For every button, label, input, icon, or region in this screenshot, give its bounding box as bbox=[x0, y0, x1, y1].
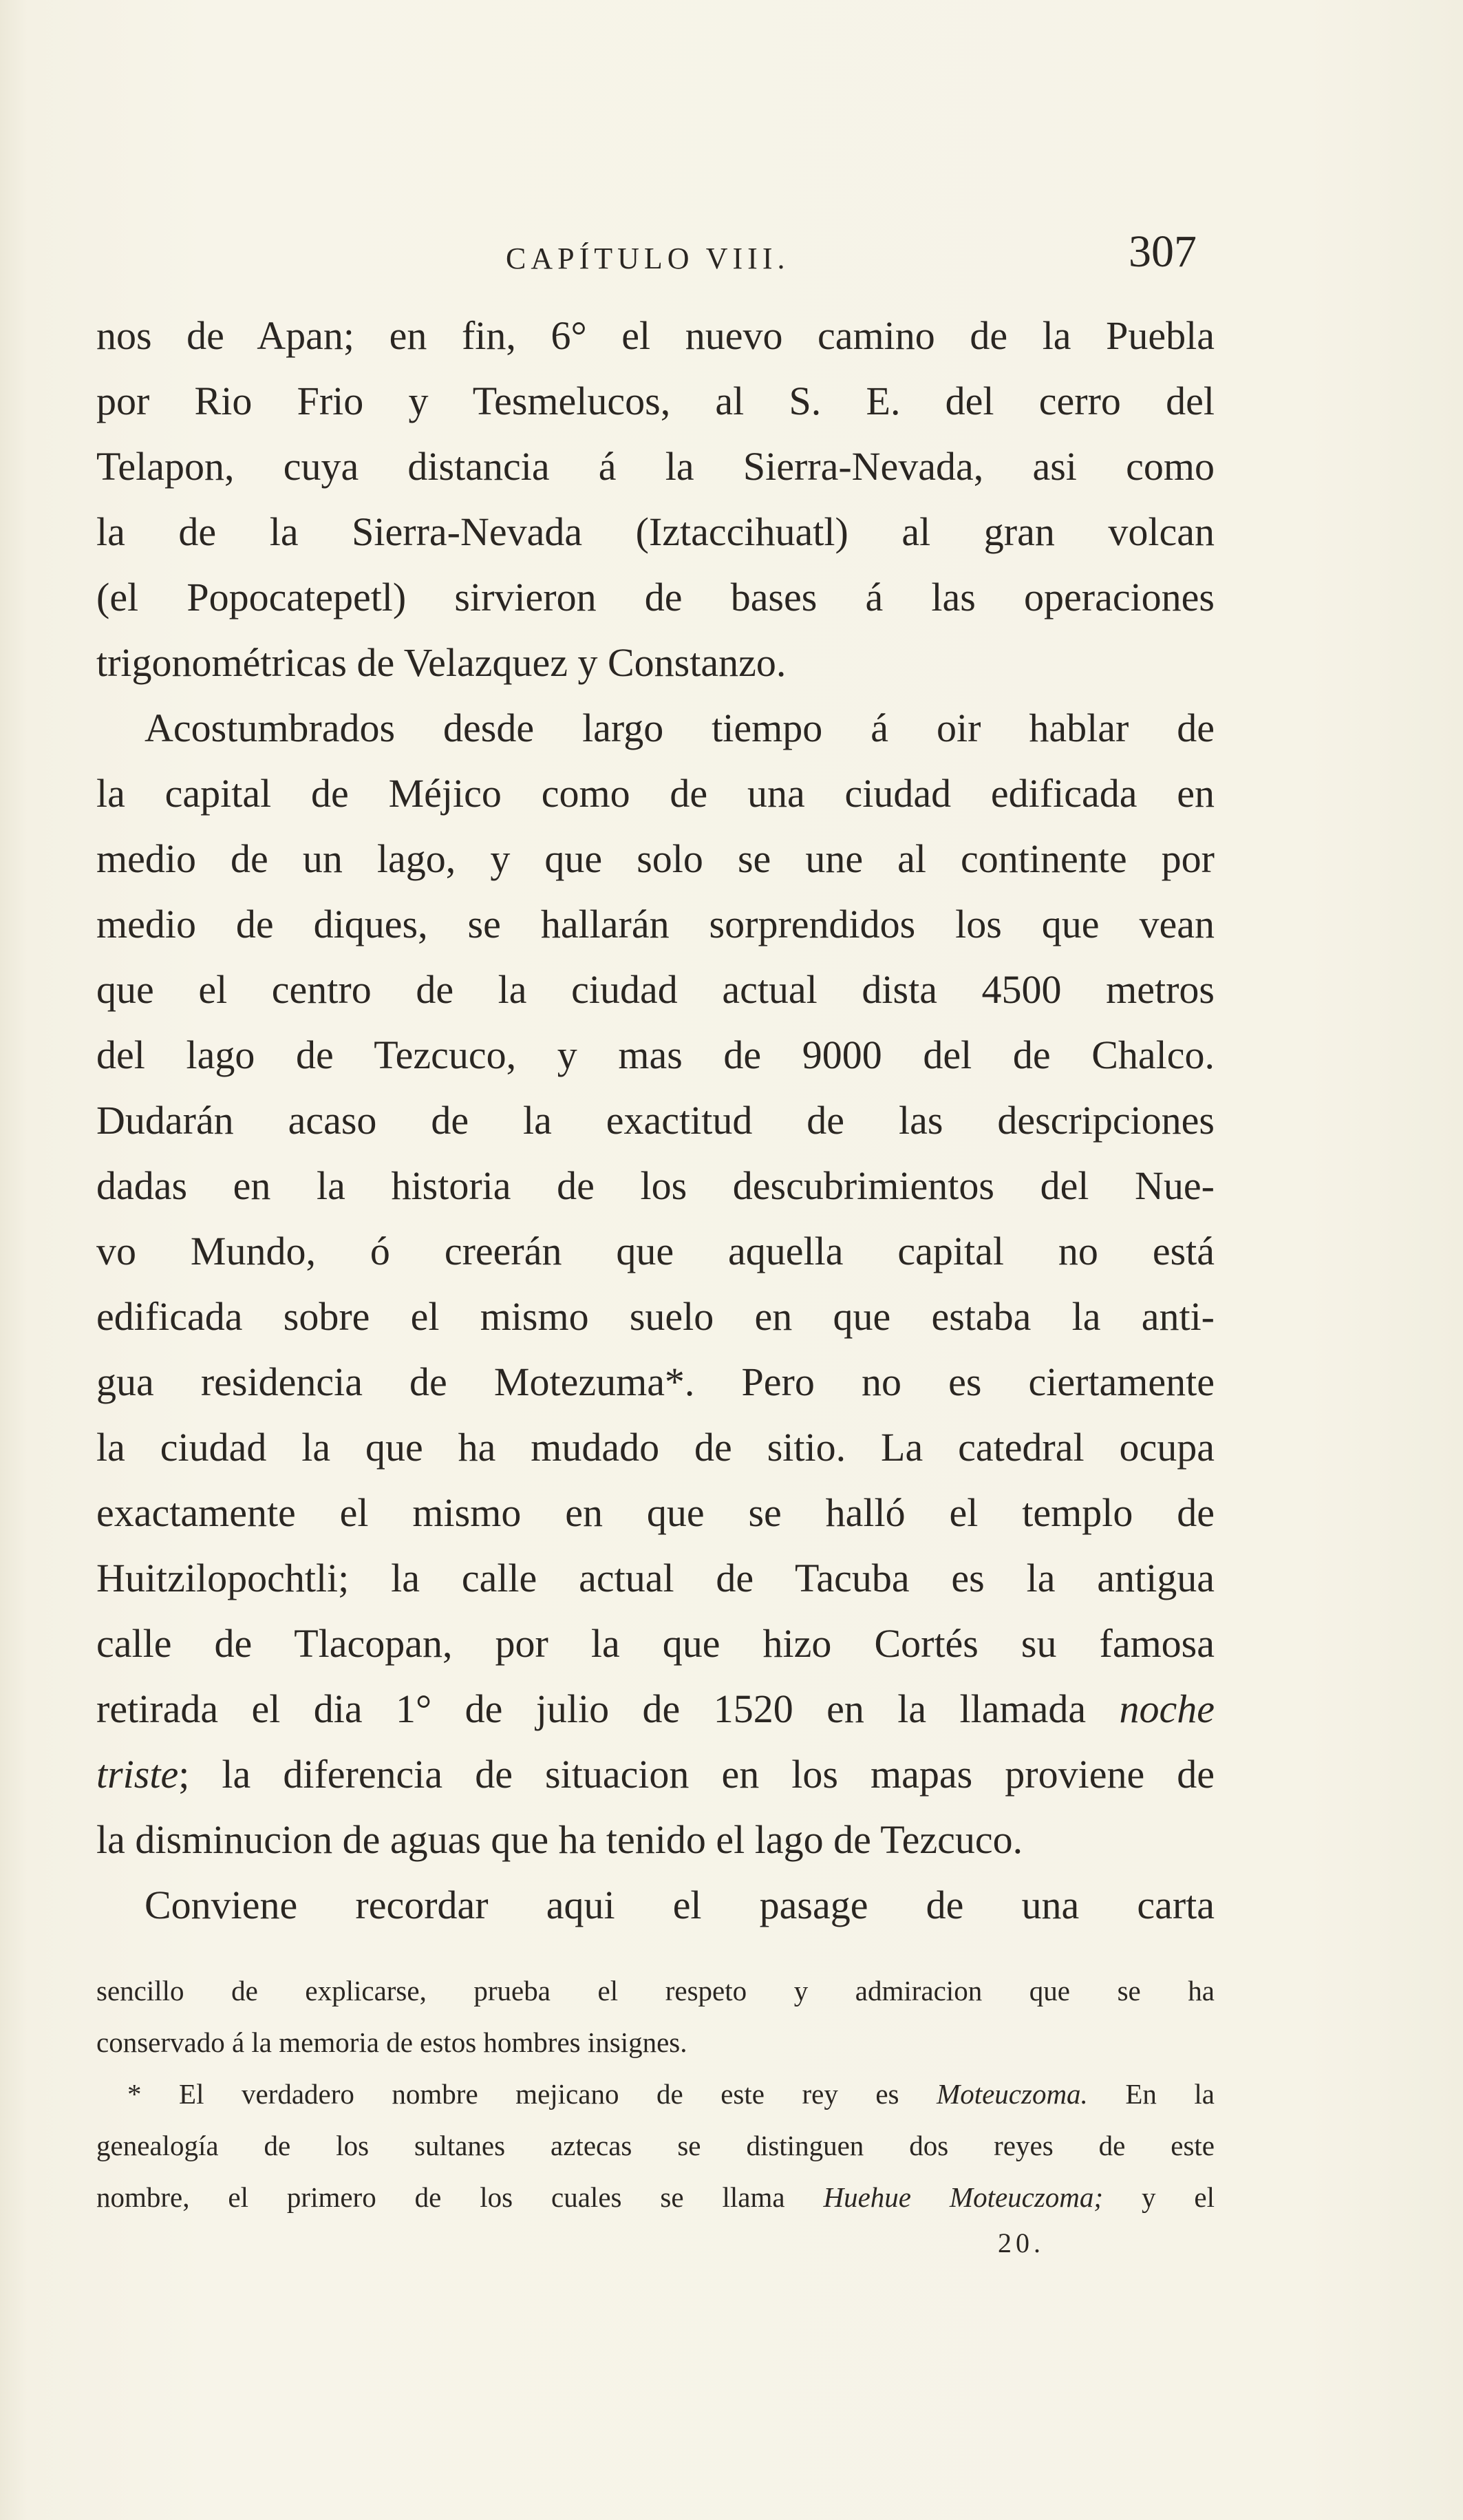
footnote-line: conservado á la memoria de estos hombres insignes. bbox=[96, 2026, 687, 2058]
text-segment: retirada el dia 1° de julio de 1520 en la llamada bbox=[96, 1686, 1087, 1731]
text-line: exactamente el mismo en que se halló el templo de bbox=[96, 1490, 1215, 1535]
italic-text: noche bbox=[1119, 1686, 1215, 1731]
footnote-line bbox=[96, 2172, 1215, 2223]
text-line bbox=[96, 1741, 1215, 1807]
text-line: dadas en la historia de los descubrimientos del Nue- bbox=[96, 1163, 1215, 1208]
footnote-line: genealogía de los sultanes aztecas se distinguen dos reyes de este bbox=[96, 2130, 1215, 2161]
text-line: trigonométricas de Velazquez y Constanzo. bbox=[96, 640, 787, 685]
text-segment: ; la diferencia de situacion en los mapas proviene de bbox=[178, 1752, 1215, 1797]
footnote-line bbox=[96, 2068, 1215, 2120]
text-segment: * El verdadero nombre mejicano de este rey es bbox=[127, 2078, 899, 2110]
text-line: la de la Sierra-Nevada (Iztaccihuatl) al gran volcan bbox=[96, 509, 1215, 554]
text-line: medio de un lago, y que solo se une al continente por bbox=[96, 836, 1215, 881]
text-line: la capital de Méjico como de una ciudad edificada en bbox=[96, 771, 1215, 816]
text-line: que el centro de la ciudad actual dista 4500 metros bbox=[96, 967, 1215, 1012]
text-line: Huitzilopochtli; la calle actual de Tacuba es la antigua bbox=[96, 1556, 1215, 1600]
text-line: del lago de Tezcuco, y mas de 9000 del de Chalco. bbox=[96, 1033, 1215, 1077]
body-text bbox=[96, 303, 1215, 1938]
text-segment: En la bbox=[1087, 2078, 1215, 2110]
italic-text: triste bbox=[96, 1752, 179, 1797]
text-line: la disminucion de aguas que ha tenido el lago de Tezcuco. bbox=[96, 1817, 1023, 1862]
text-line: gua residencia de Motezuma*. Pero no es ciertamente bbox=[96, 1359, 1215, 1404]
text-line: edificada sobre el mismo suelo en que estaba la anti- bbox=[96, 1294, 1215, 1339]
text-line: Acostumbrados desde largo tiempo á oir hablar de bbox=[145, 706, 1215, 750]
footnote-line: sencillo de explicarse, prueba el respeto y admiracion que se ha bbox=[96, 1975, 1215, 2007]
text-line: calle de Tlacopan, por la que hizo Cortés su famosa bbox=[96, 1621, 1215, 1666]
signature-mark: 20. bbox=[998, 2227, 1045, 2258]
text-line: medio de diques, se hallarán sorprendidos los que vean bbox=[96, 902, 1215, 946]
page-number: 307 bbox=[1129, 226, 1197, 277]
chapter-heading: CAPÍTULO VIII. bbox=[506, 242, 790, 275]
text-line: la ciudad la que ha mudado de sitio. La catedral ocupa bbox=[96, 1425, 1215, 1470]
text-line: por Rio Frio y Tesmelucos, al S. E. del cerro del bbox=[96, 379, 1215, 423]
text-line: Telapon, cuya distancia á la Sierra-Nevada, asi como bbox=[96, 444, 1215, 489]
text-line: nos de Apan; en fin, 6° el nuevo camino de la Puebla bbox=[96, 313, 1215, 358]
text-line: Dudarán acaso de la exactitud de las descripciones bbox=[96, 1098, 1215, 1143]
text-line bbox=[96, 1676, 1215, 1741]
text-line: (el Popocatepetl) sirvieron de bases á las operaciones bbox=[96, 575, 1215, 620]
text-segment: y el bbox=[1103, 2181, 1215, 2213]
text-line: Conviene recordar aqui el pasage de una carta bbox=[145, 1883, 1215, 1927]
italic-text: Moteuczoma. bbox=[937, 2078, 1088, 2110]
italic-text: Huehue Moteuczoma; bbox=[823, 2181, 1104, 2213]
text-line: vo Mundo, ó creerán que aquella capital no está bbox=[96, 1229, 1215, 1273]
text-segment: nombre, el primero de los cuales se llama bbox=[96, 2181, 785, 2213]
footnotes bbox=[96, 1965, 1215, 2223]
page-header bbox=[0, 226, 1463, 288]
